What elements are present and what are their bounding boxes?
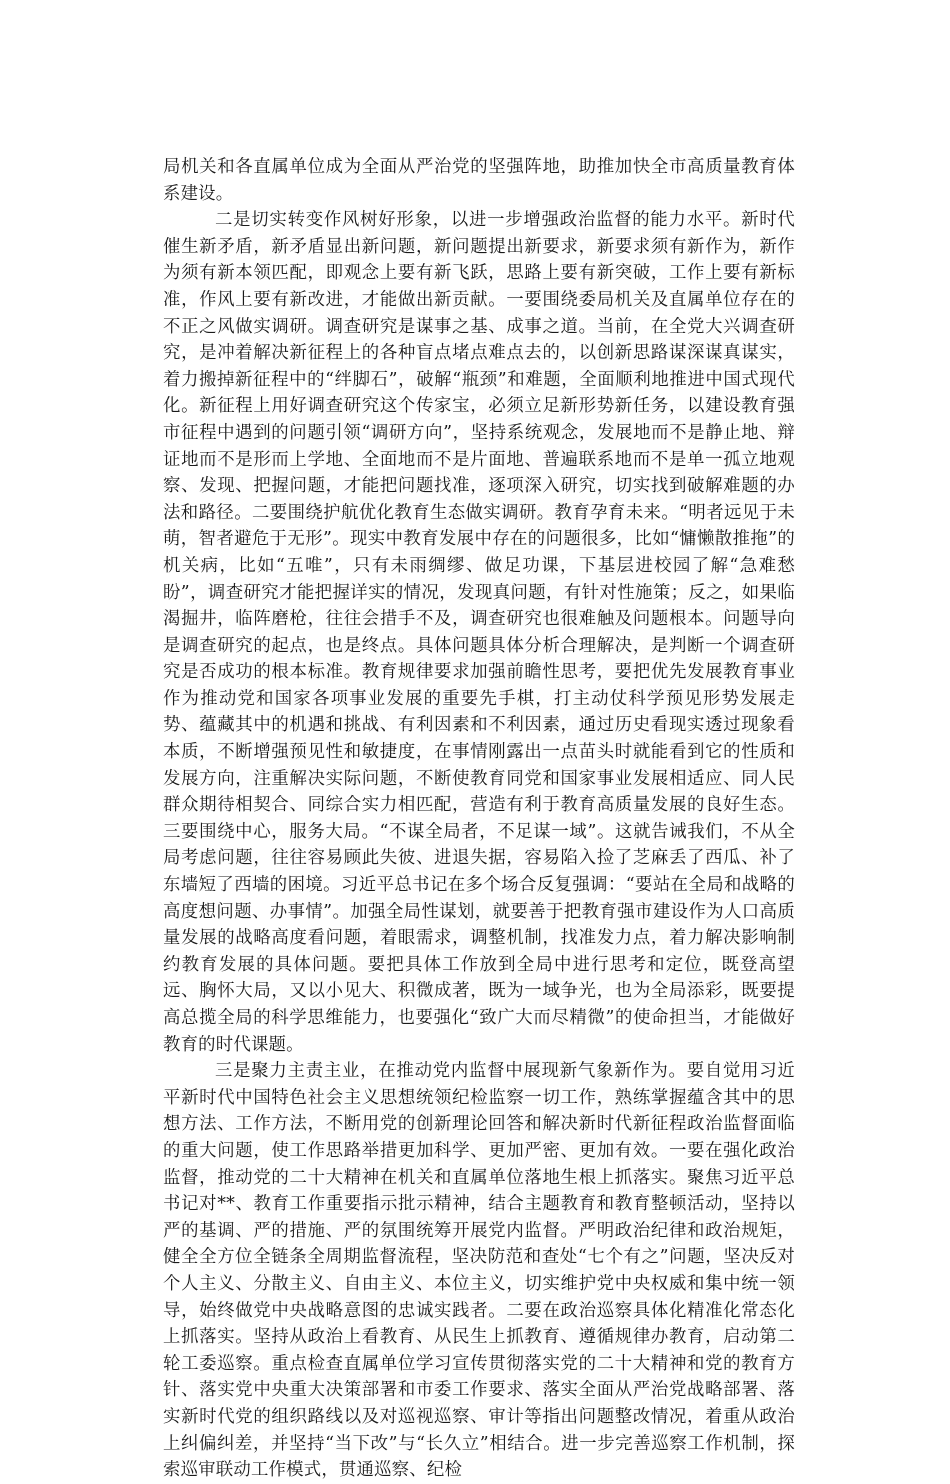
paragraph-section-three: 三是聚力主责主业，在推动党内监督中展现新气象新作为。要自觉用习近平新时代中国特色社会主义思想统领纪检监察一切工作，熟练掌握蕴含其中的思想方法、工作方法，不断用党的创新理论回答和解决新时代新征程政治监督面临的重大问题，使工作思路举措更加科学、更加严密、更加有效。一要在强化政治监督，推动党的二十大精神在机关和直属单位落地生根上抓落实。聚焦习近平总书记对**、教育工作重要指示批示精神，结合主题教育和教育整顿活动，坚持以严的基调、严的措施、严的氛围统筹开展党内监督。严明政治纪律和政治规矩，健全全方位全链条全周期监督流程，坚决防范和查处“七个有之”问题，坚决反对个人主义、分散主义、自由主义、本位主义，切实维护党中央权威和集中统一领导，始终做党中央战略意图的忠诚实践者。二要在政治巡察具体化精准化常态化上抓落实。坚持从政治上看教育、从民生上抓教育、遵循规律办教育，启动第二轮工委巡察。重点检查直属单位学习宣传贯彻落实党的二十大精神和党的教育方针、落实党中央重大决策部署和市委工作要求、落实全面从严治党战略部署、落实新时代党的组织路线以及对巡视巡察、审计等指出问题整改情况，着重从政治上纠偏纠差，并坚持“当下改”与“长久立”相结合。进一步完善巡察工作机制，探索巡审联动工作模式，贯通巡察、纪检 [163,1061,795,1481]
paragraph-section-two: 二是切实转变作风树好形象，以进一步增强政治监督的能力水平。新时代催生新矛盾，新矛盾显出新问题，新问题提出新要求，新要求须有新作为，新作为须有新本领匹配，即观念上要有新飞跃，思路上要有新突破，工作上要有新标准，作风上要有新改进，才能做出新贡献。一要围绕委局机关及直属单位存在的不正之风做实调研。调查研究是谋事之基、成事之道。当前，在全党大兴调查研究，是冲着解决新征程上的各种盲点堵点难点去的，以创新思路谋深谋真谋实，着力搬掉新征程中的“绊脚石”，破解“瓶颈”和难题，全面顺利地推进中国式现代化。新征程上用好调查研究这个传家宝，必须立足新形势新任务，以建设教育强市征程中遇到的问题引领“调研方向”，坚持系统观念，发展地而不是静止地、辩证地而不是形而上学地、全面地而不是片面地、普遍联系地而不是单一孤立地观察、发现、把握问题，才能把问题找准，逐项深入研究，切实找到破解难题的办法和路径。二要围绕护航优化教育生态做实调研。教育孕育未来。“明者远见于未萌，智者避危于无形”。现实中教育发展中存在的问题很多，比如“慵懒散推拖”的机关病，比如“五唯”，只有未雨绸缪、做足功课，下基层进校园了解“急难愁盼”，调查研究才能把握详实的情况，发现真问题，有针对性施策；反之，如果临渴掘井，临阵磨枪，往往会措手不及，调查研究也很难触及问题根本。问题导向是调查研究的起点，也是终点。具体问题具体分析合理解决，是判断一个调查研究是否成功的根本标准。教育规律要求加强前瞻性思考，要把优先发展教育事业作为推动党和国家各项事业发展的重要先手棋，打主动仗科学预见形势发展走势、蕴藏其中的机遇和挑战、有利因素和不利因素，通过历史看现实透过现象看本质，不断增强预见性和敏捷度，在事情刚露出一点苗头时就能看到它的性质和发展方向，注重解决实际问题，不断使教育同党和国家事业发展相适应、同人民群众期待相契合、同综合实力相匹配，营造有利于教育高质量发展的良好生态。三要围绕中心，服务大局。“不谋全局者，不足谋一域”。这就告诫我们，不从全局考虑问题，往往容易顾此失彼、进退失据，容易陷入捡了芝麻丢了西瓜、补了东墙短了西墙的困境。习近平总书记在多个场合反复强调：“要站在全局和战略的高度想问题、办事情”。加强全局性谋划，就要善于把教育强市建设作为人口高质量发展的战略高度看问题，着眼需求，调整机制，找准发力点，着力解决影响制约教育发展的具体问题。要把具体工作放到全局中进行思考和定位，既登高望远、胸怀大局，又以小见大、积微成著，既为一域争光，也为全局添彩，既要提高总揽全局的科学思维能力，也要强化“致广大而尽精微”的使命担当，才能做好教育的时代课题。 [163,210,795,1055]
document-body [163,154,795,1484]
paragraph-continuation: 局机关和各直属单位成为全面从严治党的坚强阵地，助推加快全市高质量教育体系建设。 [163,157,795,204]
